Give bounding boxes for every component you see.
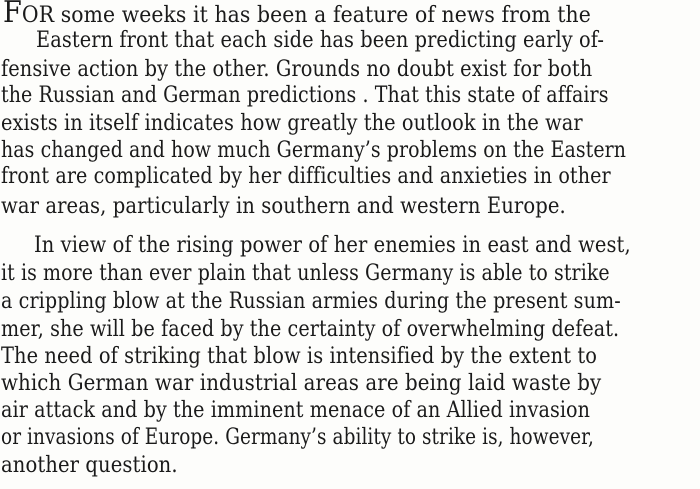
article-line: Eastern front that each side has been predicting early of-: [36, 27, 604, 53]
article-line: exists in itself indicates how greatly the outlook in the war: [1, 110, 583, 136]
article-line: the Russian and German predictions . That this state of affairs: [1, 82, 609, 108]
article-line: air attack and by the imminent menace of an Allied invasion: [1, 397, 591, 423]
article-line: war areas, particularly in southern and western Europe.: [1, 193, 566, 219]
article-line: another question.: [1, 452, 178, 478]
article-line: fensive action by the other. Grounds no doubt exist for both: [1, 56, 593, 82]
article-line: it is more than ever plain that unless Germany is able to strike: [1, 260, 610, 286]
article-line: front are complicated by her difficulties and anxieties in other: [1, 163, 611, 189]
article-line: or invasions of Europe. Germany’s ability to strike is, however,: [1, 424, 594, 450]
article-line: The need of striking that blow is intensified by the extent to: [1, 343, 598, 369]
article-line: has changed and how much Germany’s problems on the Eastern: [1, 137, 627, 163]
article-line: mer, she will be faced by the certainty of overwhelming defeat.: [1, 316, 620, 342]
article-line: which German war industrial areas are being laid waste by: [1, 370, 602, 396]
article-line: [3, 0, 591, 28]
line-text: OR some weeks it has been a feature of news from the: [21, 2, 591, 28]
drop-cap: F: [3, 0, 22, 30]
article-line: In view of the rising power of her enemies in east and west,: [34, 232, 631, 258]
article-line: a crippling blow at the Russian armies during the present sum-: [1, 288, 621, 314]
